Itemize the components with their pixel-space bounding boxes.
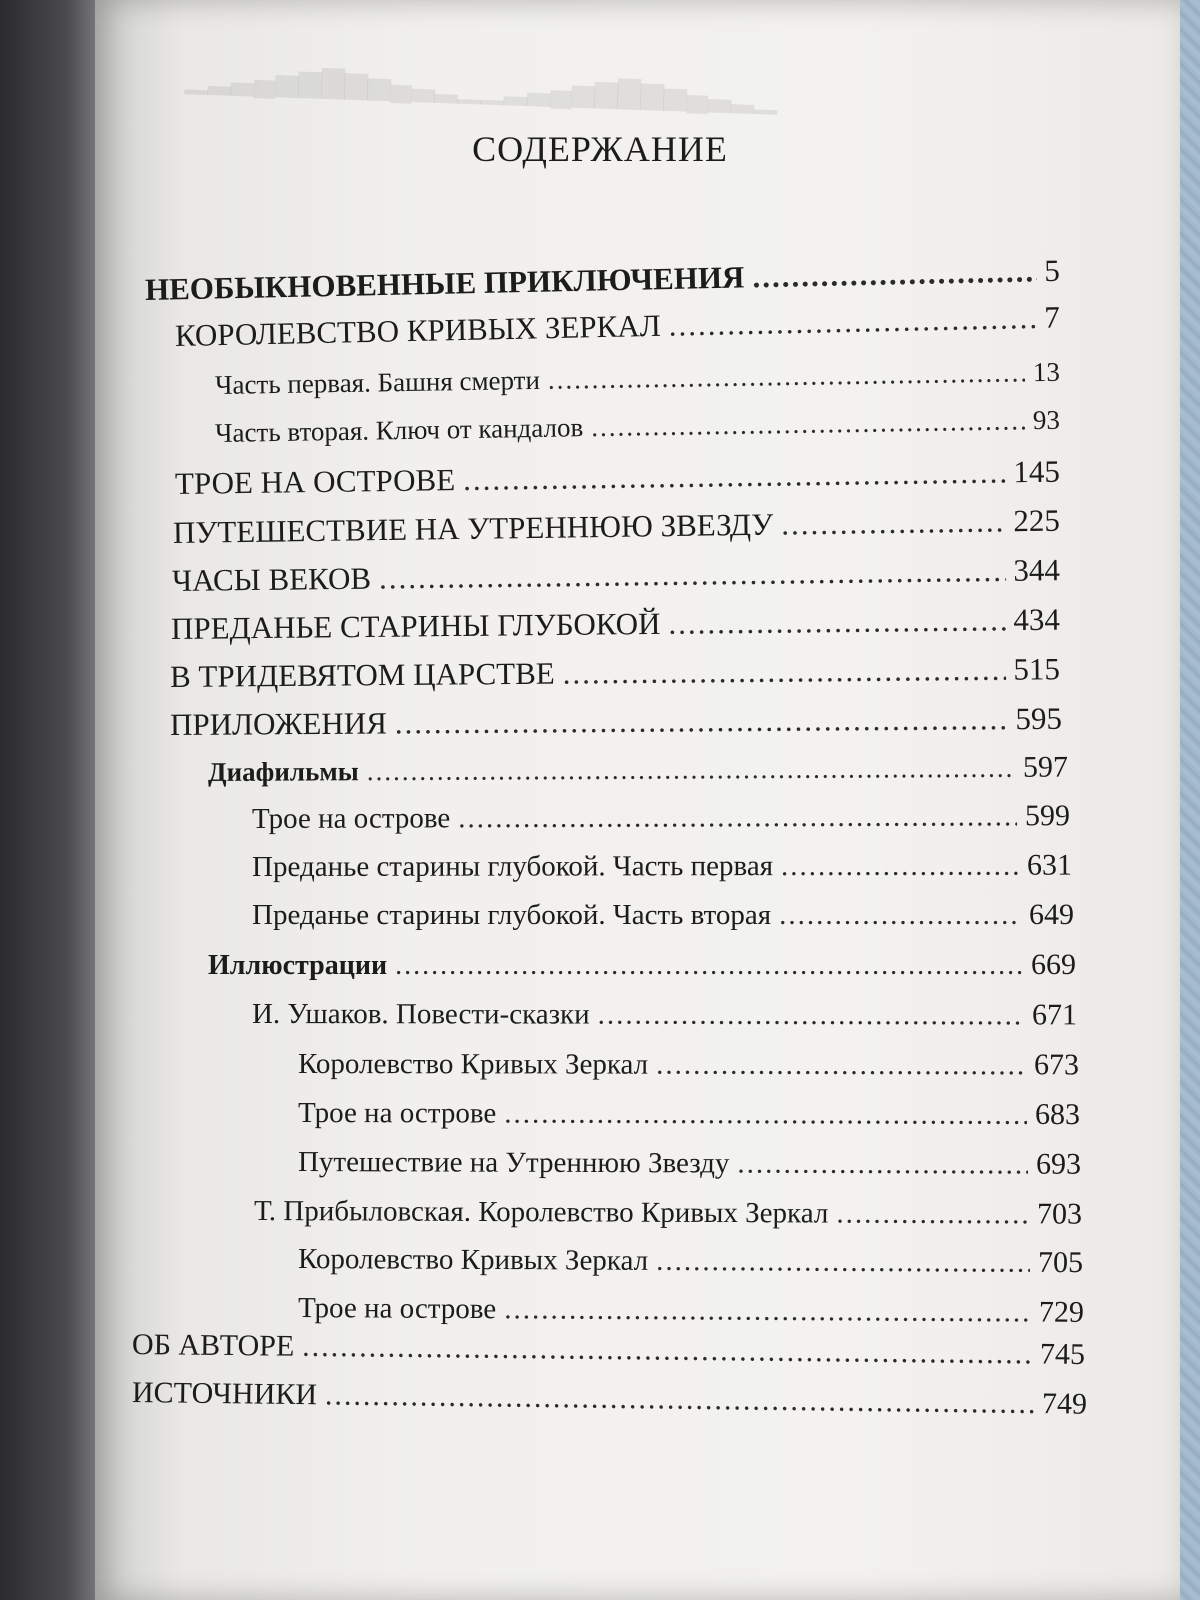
- toc-entry-label: ТРОЕ НА ОСТРОВЕ: [174, 462, 456, 501]
- toc-entry[interactable]: [298, 1096, 1080, 1132]
- toc-leader-dots: [504, 1098, 1027, 1132]
- toc-entry-page: 5: [1043, 252, 1061, 289]
- toc-leader-dots: [668, 300, 1036, 344]
- toc-entry[interactable]: [298, 1242, 1083, 1280]
- toc-entry-page: 749: [1041, 1387, 1088, 1421]
- toc-entry-page: 683: [1034, 1097, 1081, 1132]
- toc-leader-dots: [752, 253, 1037, 295]
- toc-entry-page: 344: [1013, 552, 1061, 588]
- toc-entry-page: 705: [1037, 1245, 1084, 1280]
- book-gutter: [0, 0, 110, 1600]
- toc-entry-label: Диафильмы: [207, 756, 359, 787]
- toc-entry[interactable]: [252, 799, 1070, 836]
- toc-entry-label: Трое на острове: [297, 1097, 497, 1130]
- toc-leader-dots: [395, 950, 1023, 982]
- toc-leader-dots: [598, 999, 1024, 1033]
- toc-entry-label: Королевство Кривых Зеркал: [297, 1048, 649, 1081]
- toc-entry-label: Т. Прибыловская. Королевство Кривых Зеркал: [253, 1195, 829, 1230]
- toc-entry-label: ПРИЛОЖЕНИЯ: [169, 705, 387, 742]
- toc-entry[interactable]: [298, 1291, 1084, 1330]
- toc-entry-page: 649: [1029, 898, 1074, 931]
- toc-entry-label: ИСТОЧНИКИ: [131, 1376, 318, 1412]
- toc-entry[interactable]: [252, 997, 1077, 1032]
- toc-leader-dots: [367, 753, 1015, 787]
- toc-entry-page: 631: [1026, 848, 1073, 882]
- toc-entry-label: Путешествие на Утреннюю Звезду: [297, 1146, 730, 1180]
- toc-entry[interactable]: [252, 849, 1072, 884]
- toc-entry-label: Преданье старины глубокой. Часть вторая: [252, 899, 772, 931]
- toc-entry-label: КОРОЛЕВСТВО КРИВЫХ ЗЕРКАЛ: [174, 307, 662, 353]
- show-through-decoration: ▁▂▃▄▅▆▇▆▅▄▃▂▁▁▂▃▄▅▆▇▆▅▄▃▂▁: [184, 60, 778, 115]
- toc-entry-page: 669: [1031, 948, 1076, 981]
- toc-entry-page: 693: [1035, 1147, 1082, 1181]
- toc-entry-page: 93: [1032, 404, 1061, 436]
- toc-entry-label: Иллюстрации: [208, 950, 388, 981]
- toc-entry-label: ПУТЕШЕСТВИЕ НА УТРЕННЮЮ ЗВЕЗДУ: [172, 506, 774, 550]
- toc-entry-page: 515: [1013, 651, 1061, 687]
- toc-entry-label: Часть первая. Башня смерти: [214, 364, 541, 400]
- toc-leader-dots: [779, 899, 1021, 932]
- toc-leader-dots: [656, 1245, 1030, 1280]
- toc-entry-label: В ТРИДЕВЯТОМ ЦАРСТВЕ: [169, 655, 555, 694]
- toc-entry-page: 7: [1043, 299, 1061, 335]
- toc-entry-label: Преданье старины глубокой. Часть первая: [251, 850, 774, 883]
- toc-entry[interactable]: [298, 1145, 1081, 1182]
- toc-entry-page: 671: [1031, 998, 1078, 1032]
- toc-entry-page: 703: [1036, 1197, 1083, 1231]
- toc-entry-label: ПРЕДАНЬЕ СТАРИНЫ ГЛУБОКОЙ: [170, 605, 661, 646]
- toc-leader-dots: [656, 1049, 1026, 1083]
- toc-entry-page: 729: [1038, 1295, 1085, 1329]
- toc-entry-page: 599: [1024, 799, 1071, 833]
- toc-entry[interactable]: [208, 750, 1068, 789]
- toc-entry-page: 145: [1013, 453, 1061, 490]
- toc-entry-page: 673: [1033, 1048, 1080, 1082]
- toc-entry-page: 745: [1039, 1337, 1086, 1371]
- toc-entry[interactable]: [170, 701, 1062, 743]
- toc-entry-label: Часть вторая. Ключ от кандалов: [214, 412, 584, 448]
- toc-entry-label: Королевство Кривых Зеркал: [297, 1243, 649, 1277]
- toc-entry-page: 225: [1013, 502, 1061, 539]
- toc-leader-dots: [504, 1293, 1031, 1329]
- toc-leader-dots: [395, 701, 1008, 741]
- toc-leader-dots: [781, 850, 1019, 883]
- toc-entry-label: Трое на острове: [251, 802, 451, 835]
- toc-leader-dots: [836, 1198, 1029, 1232]
- toc-entry-page: 13: [1032, 356, 1061, 388]
- toc-entry-label: Трое на острове: [297, 1292, 497, 1326]
- toc-entry-label: НЕОБЫКНОВЕННЫЕ ПРИКЛЮЧЕНИЯ: [144, 259, 745, 307]
- toc-leader-dots: [781, 503, 1006, 542]
- toc-entry[interactable]: [208, 948, 1076, 982]
- toc-entry-page: 434: [1013, 601, 1061, 638]
- toc-leader-dots: [463, 454, 1006, 498]
- toc-entry[interactable]: [252, 898, 1074, 932]
- toc-leader-dots: [379, 553, 1006, 597]
- toc-entry-label: ОБ АВТОРЕ: [131, 1328, 295, 1363]
- toc-entry[interactable]: [298, 1047, 1079, 1082]
- toc-entry-page: 595: [1015, 700, 1063, 737]
- toc-leader-dots: [737, 1148, 1028, 1182]
- toc-entry-page: 597: [1022, 750, 1069, 784]
- toc-entry-label: ЧАСЫ ВЕКОВ: [171, 560, 372, 598]
- toc-leader-dots: [458, 800, 1017, 835]
- toc-leader-dots: [668, 602, 1005, 642]
- toc-leader-dots: [563, 652, 1006, 692]
- toc-entry-label: И. Ушаков. Повести-сказки: [251, 998, 590, 1031]
- page-title: СОДЕРЖАНИЕ: [472, 129, 728, 169]
- toc-entry[interactable]: [254, 1194, 1082, 1232]
